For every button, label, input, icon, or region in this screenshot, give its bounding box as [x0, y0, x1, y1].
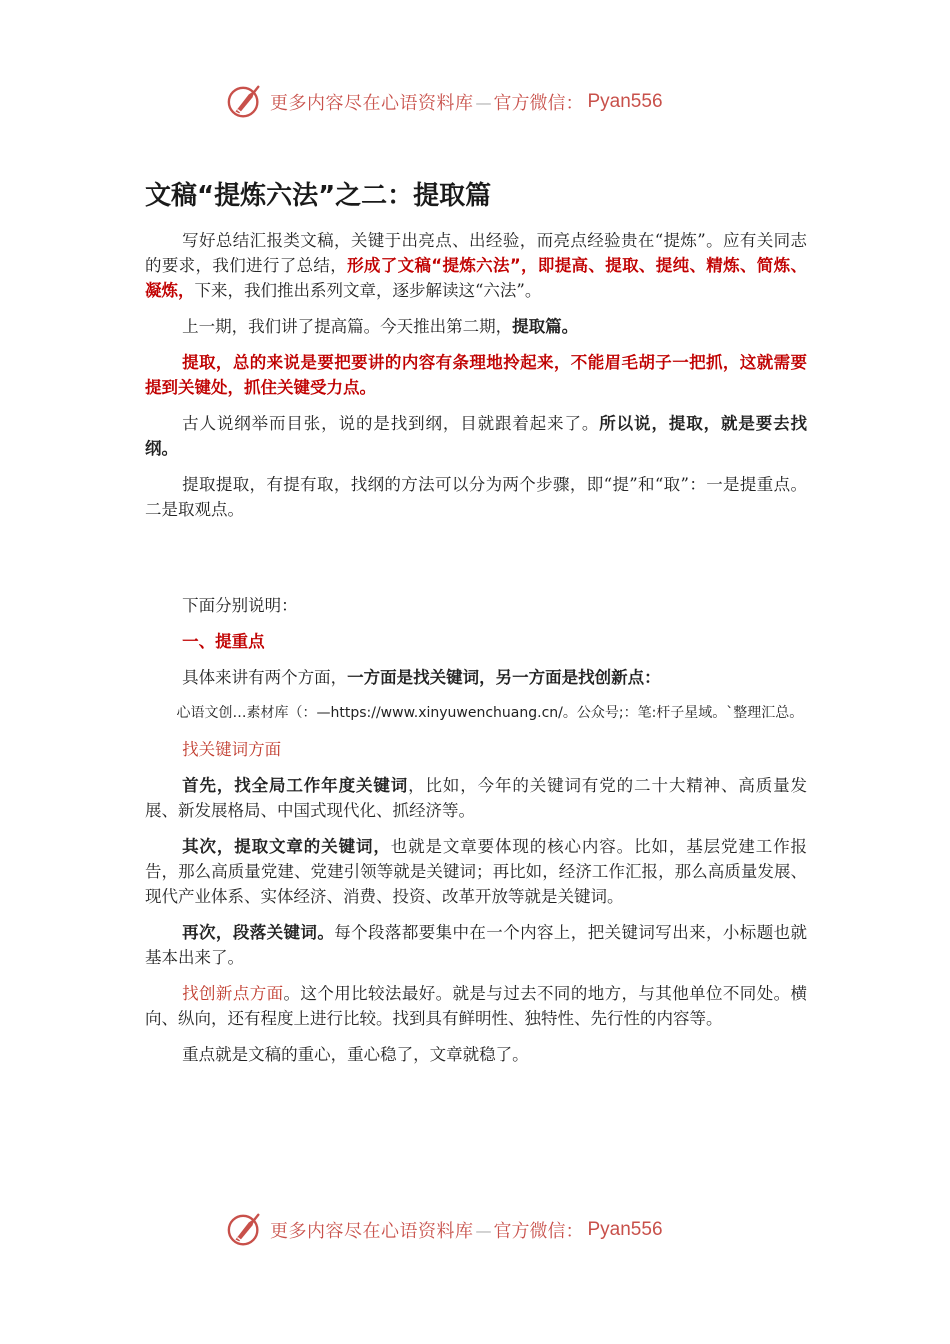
intro-highlight: 形成了文稿“提炼六法”，即提高、提取、提纯、精炼、简炼、凝炼， [145, 256, 807, 300]
previous-bold: 提取篇。 [512, 317, 579, 336]
ancient-bold: 所以说，提取，就是要去找纲。 [145, 414, 808, 458]
innovation-text: 。这个用比较法最好。就是与过去不同的地方，与其他单位不同处。横向、纵向，还有程度上进行比较。找到具有鲜明性、独特性、先行性的内容等。 [145, 984, 808, 1028]
page-title: 文稿“提炼六法”之二：提取篇 [145, 181, 492, 211]
paragraph-steps: 提取提取，有提有取，找纲的方法可以分为两个步骤，即“提”和“取”：一是提重点。二是取观点。 [145, 475, 807, 519]
paragraph-second [145, 834, 807, 909]
banner-wechat-label: 官方微信 [493, 1221, 566, 1242]
paragraph-ancient [145, 411, 807, 461]
banner-separator: — [475, 1220, 492, 1240]
spacer [145, 533, 807, 593]
second-bold: 其次，提取文章的关键词， [182, 837, 391, 856]
second-text: 也就是文章要体现的核心内容。比如，基层党建工作报告，那么高质量党建、党建引领等就是关键词；再比如，经济工作汇报，那么高质量发展、现代产业体系、实体经济、消费、投资、改革开放等就是关键词。 [145, 837, 808, 906]
article-body [145, 228, 807, 1078]
banner-wechat-label: 官方微信 [493, 93, 566, 114]
footer-banner [226, 1208, 746, 1252]
intro-text: 写好总结汇报类文稿，关键于出亮点、出经验，而亮点经验贵在“提炼”。应有关同志的要求，我们进行了总结， [145, 231, 807, 275]
innovation-label: 找创新点方面 [182, 984, 284, 1003]
banner-colon: ： [565, 93, 584, 114]
paragraph-two-aspects [145, 665, 807, 690]
intro-text-end: 下来，我们推出系列文章，逐步解读这“六法”。 [194, 281, 542, 300]
banner-separator: — [475, 92, 492, 112]
pen-nib-logo-icon [226, 83, 264, 121]
pen-nib-logo-icon [226, 1211, 264, 1249]
paragraph-first [145, 773, 807, 823]
heading-key-points: 一、提重点 [182, 632, 265, 651]
paragraph-third [145, 920, 807, 970]
banner-text: 更多内容尽在心语资料库 [270, 93, 474, 114]
paragraph-source-note: 心语文创…素材库（：—https://www.xinyuwenchuang.cn/。公众号;：笔:杆子星域。`整理汇总。 [176, 705, 804, 721]
subheading-keywords: 找关键词方面 [182, 740, 282, 759]
paragraph-definition: 提取，总的来说是要把要讲的内容有条理地拎起来，不能眉毛胡子一把抓，这就需要提到关键处，抓住关键受力点。 [145, 353, 807, 397]
banner-colon: ： [565, 1221, 584, 1242]
banner-wechat-id: Pyan556 [587, 1219, 663, 1240]
first-text: ，比如，今年的关键词有党的二十大精神、高质量发展、新发展格局、中国式现代化、抓经济等。 [145, 776, 808, 820]
paragraph-explain: 下面分别说明： [182, 596, 298, 615]
paragraph-previous [145, 314, 807, 339]
banner-text: 更多内容尽在心语资料库 [270, 1221, 474, 1242]
header-banner [226, 80, 746, 124]
paragraph-intro [145, 228, 807, 303]
third-bold: 再次，段落关键词。 [182, 923, 335, 942]
aspects-bold: 一方面是找关键词，另一方面是找创新点： [347, 668, 661, 687]
ancient-text: 古人说纲举而目张，说的是找到纲，目就跟着起来了。 [182, 414, 600, 433]
previous-text: 上一期，我们讲了提高篇。今天推出第二期， [182, 317, 513, 336]
third-text: 每个段落都要集中在一个内容上，把关键词写出来，小标题也就基本出来了。 [145, 923, 808, 967]
banner-wechat-id: Pyan556 [587, 91, 663, 112]
paragraph-conclusion: 重点就是文稿的重心，重心稳了，文章就稳了。 [182, 1045, 529, 1064]
paragraph-innovation [145, 981, 807, 1031]
first-bold: 首先，找全局工作年度关键词 [182, 776, 409, 795]
aspects-text: 具体来讲有两个方面， [182, 668, 348, 687]
